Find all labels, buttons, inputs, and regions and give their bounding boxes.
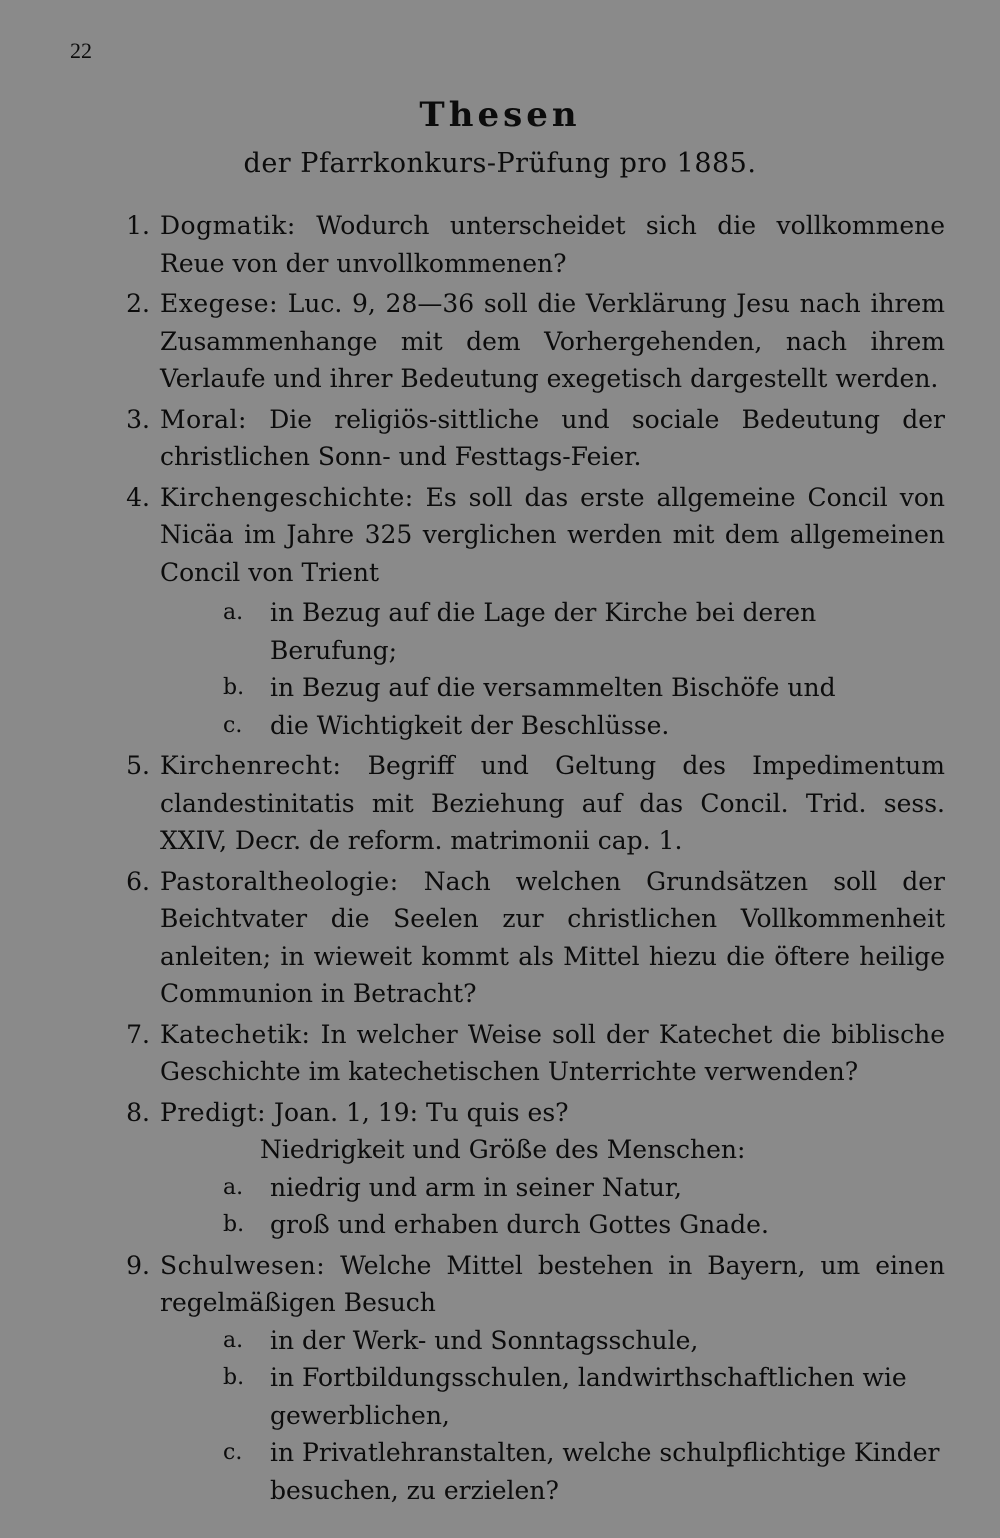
- item-text: Luc. 9, 28—36 soll die Verklärung Jesu nach ihrem Zusammenhange mit dem Vorhergehenden, nach ihrem Verlaufe und ihrer Bedeutung exegetisch dargestellt werden.: [160, 289, 946, 393]
- sub-item: [105, 669, 945, 707]
- sub-text: die Wichtigkeit der Beschlüsse.: [270, 710, 670, 740]
- item-heading: Moral:: [160, 404, 247, 434]
- sub-text: niedrig und arm in seiner Natur,: [270, 1172, 682, 1202]
- sub-item: [105, 707, 945, 745]
- item-text: Die religiös-sittliche und sociale Bedeutung der christlichen Sonn- und Festtags-Feier.: [160, 404, 945, 471]
- item-heading: Kirchengeschichte:: [160, 482, 414, 512]
- list-item: [105, 747, 945, 860]
- item-heading: Exegese:: [160, 289, 278, 318]
- sub-item: [105, 1206, 945, 1244]
- sub-text: in der Werk- und Sonntagsschule,: [270, 1325, 699, 1355]
- item-text: Wodurch unterscheidet sich die vollkommene Reue von der unvollkommenen?: [160, 211, 946, 278]
- list-item: [105, 479, 945, 592]
- page-title: Thesen: [419, 95, 581, 135]
- list-item: [105, 863, 945, 1013]
- sub-item: [105, 1169, 945, 1207]
- sub-item: [105, 1434, 945, 1509]
- item-number: 5.: [126, 751, 150, 780]
- item-heading: Pastoraltheologie:: [160, 866, 399, 896]
- item-number: 4.: [126, 482, 150, 512]
- page-number: 22: [70, 38, 92, 63]
- sub-item: [105, 594, 945, 669]
- item-text: Nach welchen Grundsätzen soll der Beichtvater die Seelen zur christlichen Vollkommenheit anleiten; in wieweit kommt als Mittel hiezu die öftere heilige Communion in Betracht?: [160, 866, 945, 1008]
- item-number: 6.: [126, 866, 150, 896]
- item-number: 3.: [126, 404, 150, 434]
- sub-text: in Privatlehranstalten, welche schulpflichtige Kinder besuchen, zu erzielen?: [270, 1438, 940, 1505]
- page-subtitle: der Pfarrkonkurs-Prüfung pro 1885.: [243, 148, 757, 179]
- list-item: [105, 207, 945, 282]
- sub-text: in Bezug auf die Lage der Kirche bei deren Berufung;: [270, 598, 817, 665]
- list-item: [105, 1094, 945, 1132]
- sub-text: in Fortbildungsschulen, landwirthschaftlichen wie gewerblichen,: [270, 1363, 907, 1430]
- item-text: In welcher Weise soll der Katechet die biblische Geschichte im katechetischen Unterrichte verwenden?: [160, 1019, 945, 1086]
- item-text: Es soll das erste allgemeine Concil von Nicäa im Jahre 325 verglichen werden mit dem allgemeinen Concil von Trient: [160, 482, 945, 587]
- sub-letter: a.: [223, 1327, 244, 1353]
- sub-letter: b.: [223, 1365, 245, 1390]
- item-heading: Predigt:: [160, 1097, 267, 1127]
- item-number: 2.: [126, 289, 150, 318]
- sub-letter: a.: [223, 600, 244, 625]
- sub-letter: b.: [223, 1212, 245, 1237]
- list-item: [105, 1016, 945, 1091]
- sub-letter: b.: [223, 675, 245, 700]
- sub-text: groß und erhaben durch Gottes Gnade.: [270, 1210, 769, 1239]
- item-number: 8.: [126, 1097, 150, 1127]
- item-heading: Katechetik:: [160, 1019, 311, 1049]
- list-item: [105, 1247, 945, 1322]
- list-item: [105, 401, 945, 476]
- sub-letter: a.: [223, 1174, 244, 1200]
- item-number: 1.: [126, 211, 150, 240]
- item-number: 7.: [126, 1019, 150, 1049]
- item-text: Begriff und Geltung des Impedimentum clandestinitatis mit Beziehung auf das Concil. Trid. sess. XXIV, Decr. de reform. matrimonii cap. 1.: [160, 751, 945, 855]
- sub-letter: c.: [223, 712, 243, 738]
- sub-item: [105, 1322, 945, 1360]
- sub-text: in Bezug auf die versammelten Bischöfe und: [270, 673, 836, 702]
- sermon-theme: Niedrigkeit und Größe des Menschen:: [260, 1135, 746, 1164]
- sub-item: [105, 1359, 945, 1434]
- sub-letter: c.: [223, 1440, 243, 1465]
- item-heading: Schulwesen:: [160, 1250, 326, 1280]
- item-heading: Kirchenrecht:: [160, 751, 342, 780]
- item-text: Joan. 1, 19: Tu quis es?: [274, 1097, 569, 1127]
- list-item: [105, 285, 945, 398]
- theses-list: [105, 207, 945, 1509]
- item-number: 9.: [126, 1250, 150, 1280]
- item-heading: Dogmatik:: [160, 211, 296, 240]
- item-text: Welche Mittel bestehen in Bayern, um einen regelmäßigen Besuch: [160, 1250, 945, 1317]
